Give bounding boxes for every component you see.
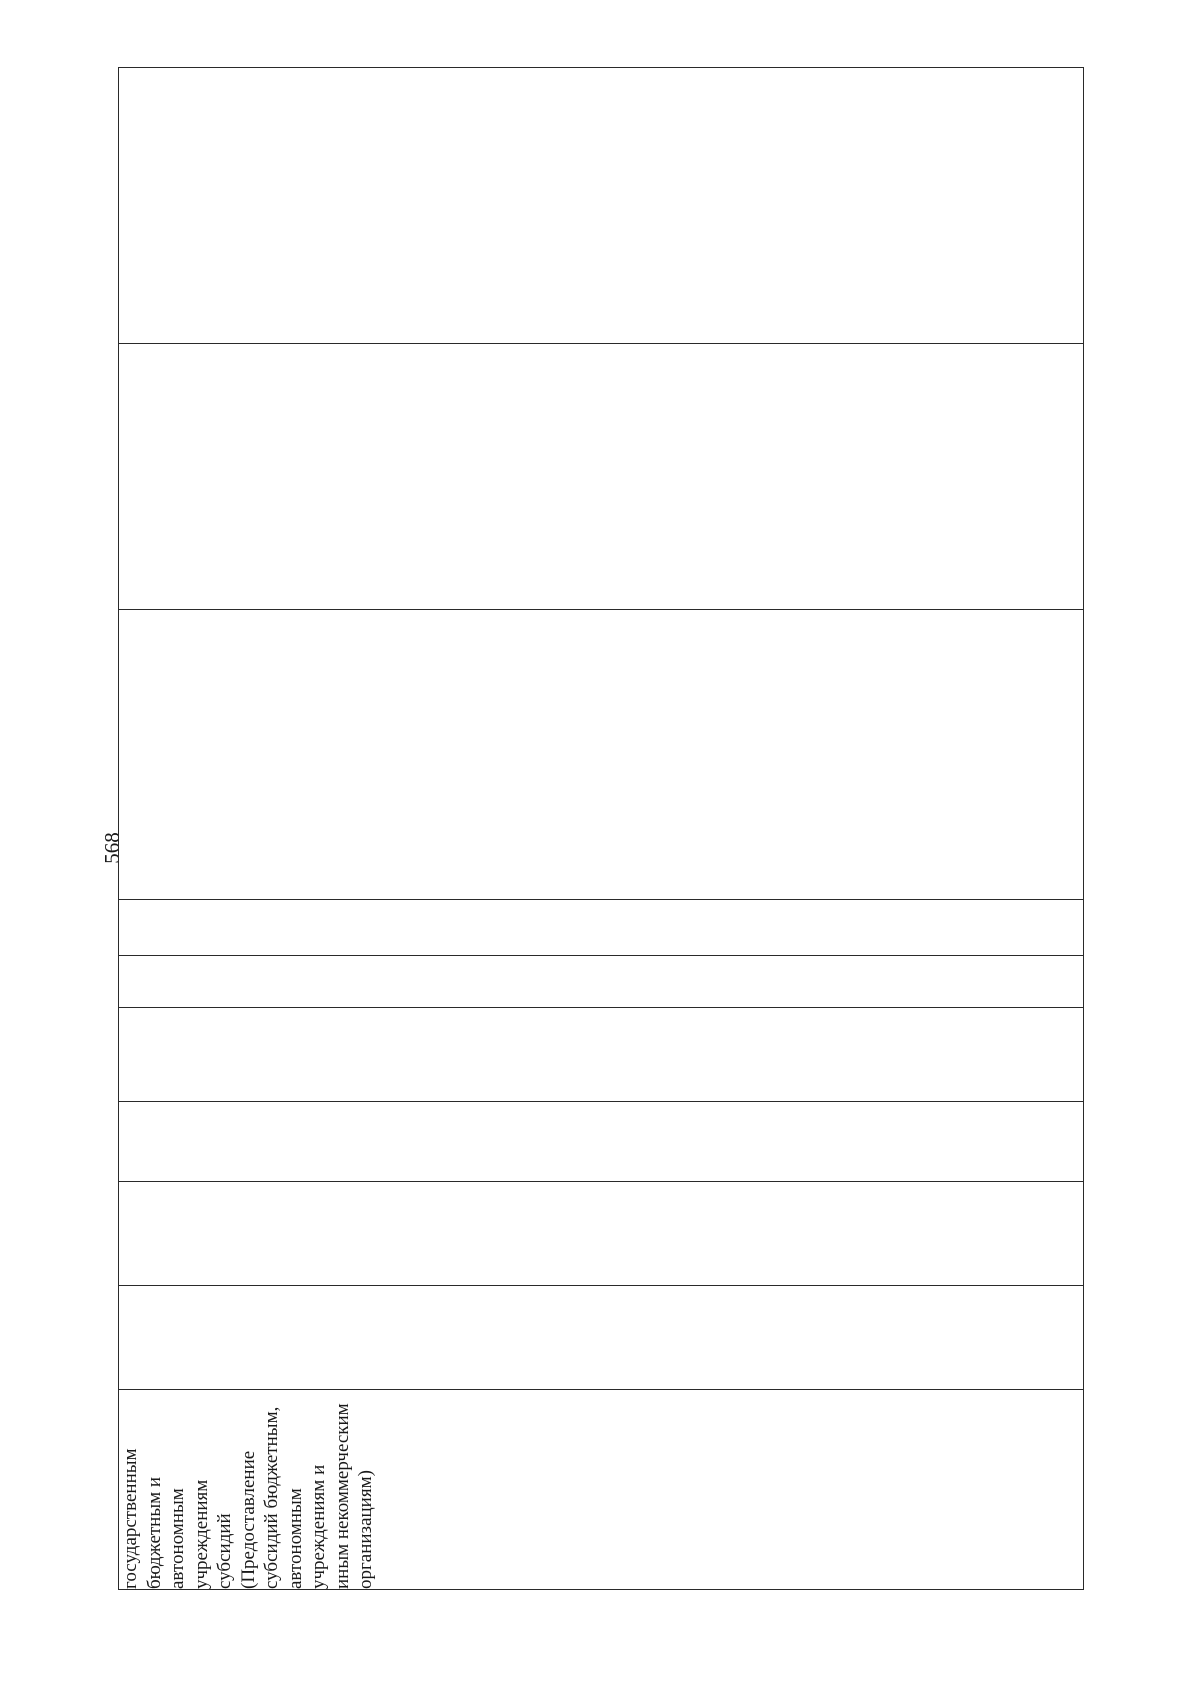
amount-cell [119,344,1084,610]
code-cell [119,1182,1084,1286]
code-cell [119,1286,1084,1390]
page-number: 568 [100,832,124,864]
amount-cell [119,68,1084,344]
row-description [119,1390,1084,1590]
budget-table [118,67,1084,1590]
code-cell [119,610,1084,900]
code-cell [119,900,1084,956]
budget-table-rotated [118,68,1084,1590]
code-cell [119,1008,1084,1102]
description-text: государственным бюджетным и автономным учреждениям субсидий (Предоставление субсидий бюджетным, автономным учреждениям и иным некоммерческим организациям) [120,1403,376,1589]
code-cell [119,1102,1084,1182]
table-row [119,68,1084,1590]
code-cell [119,956,1084,1008]
